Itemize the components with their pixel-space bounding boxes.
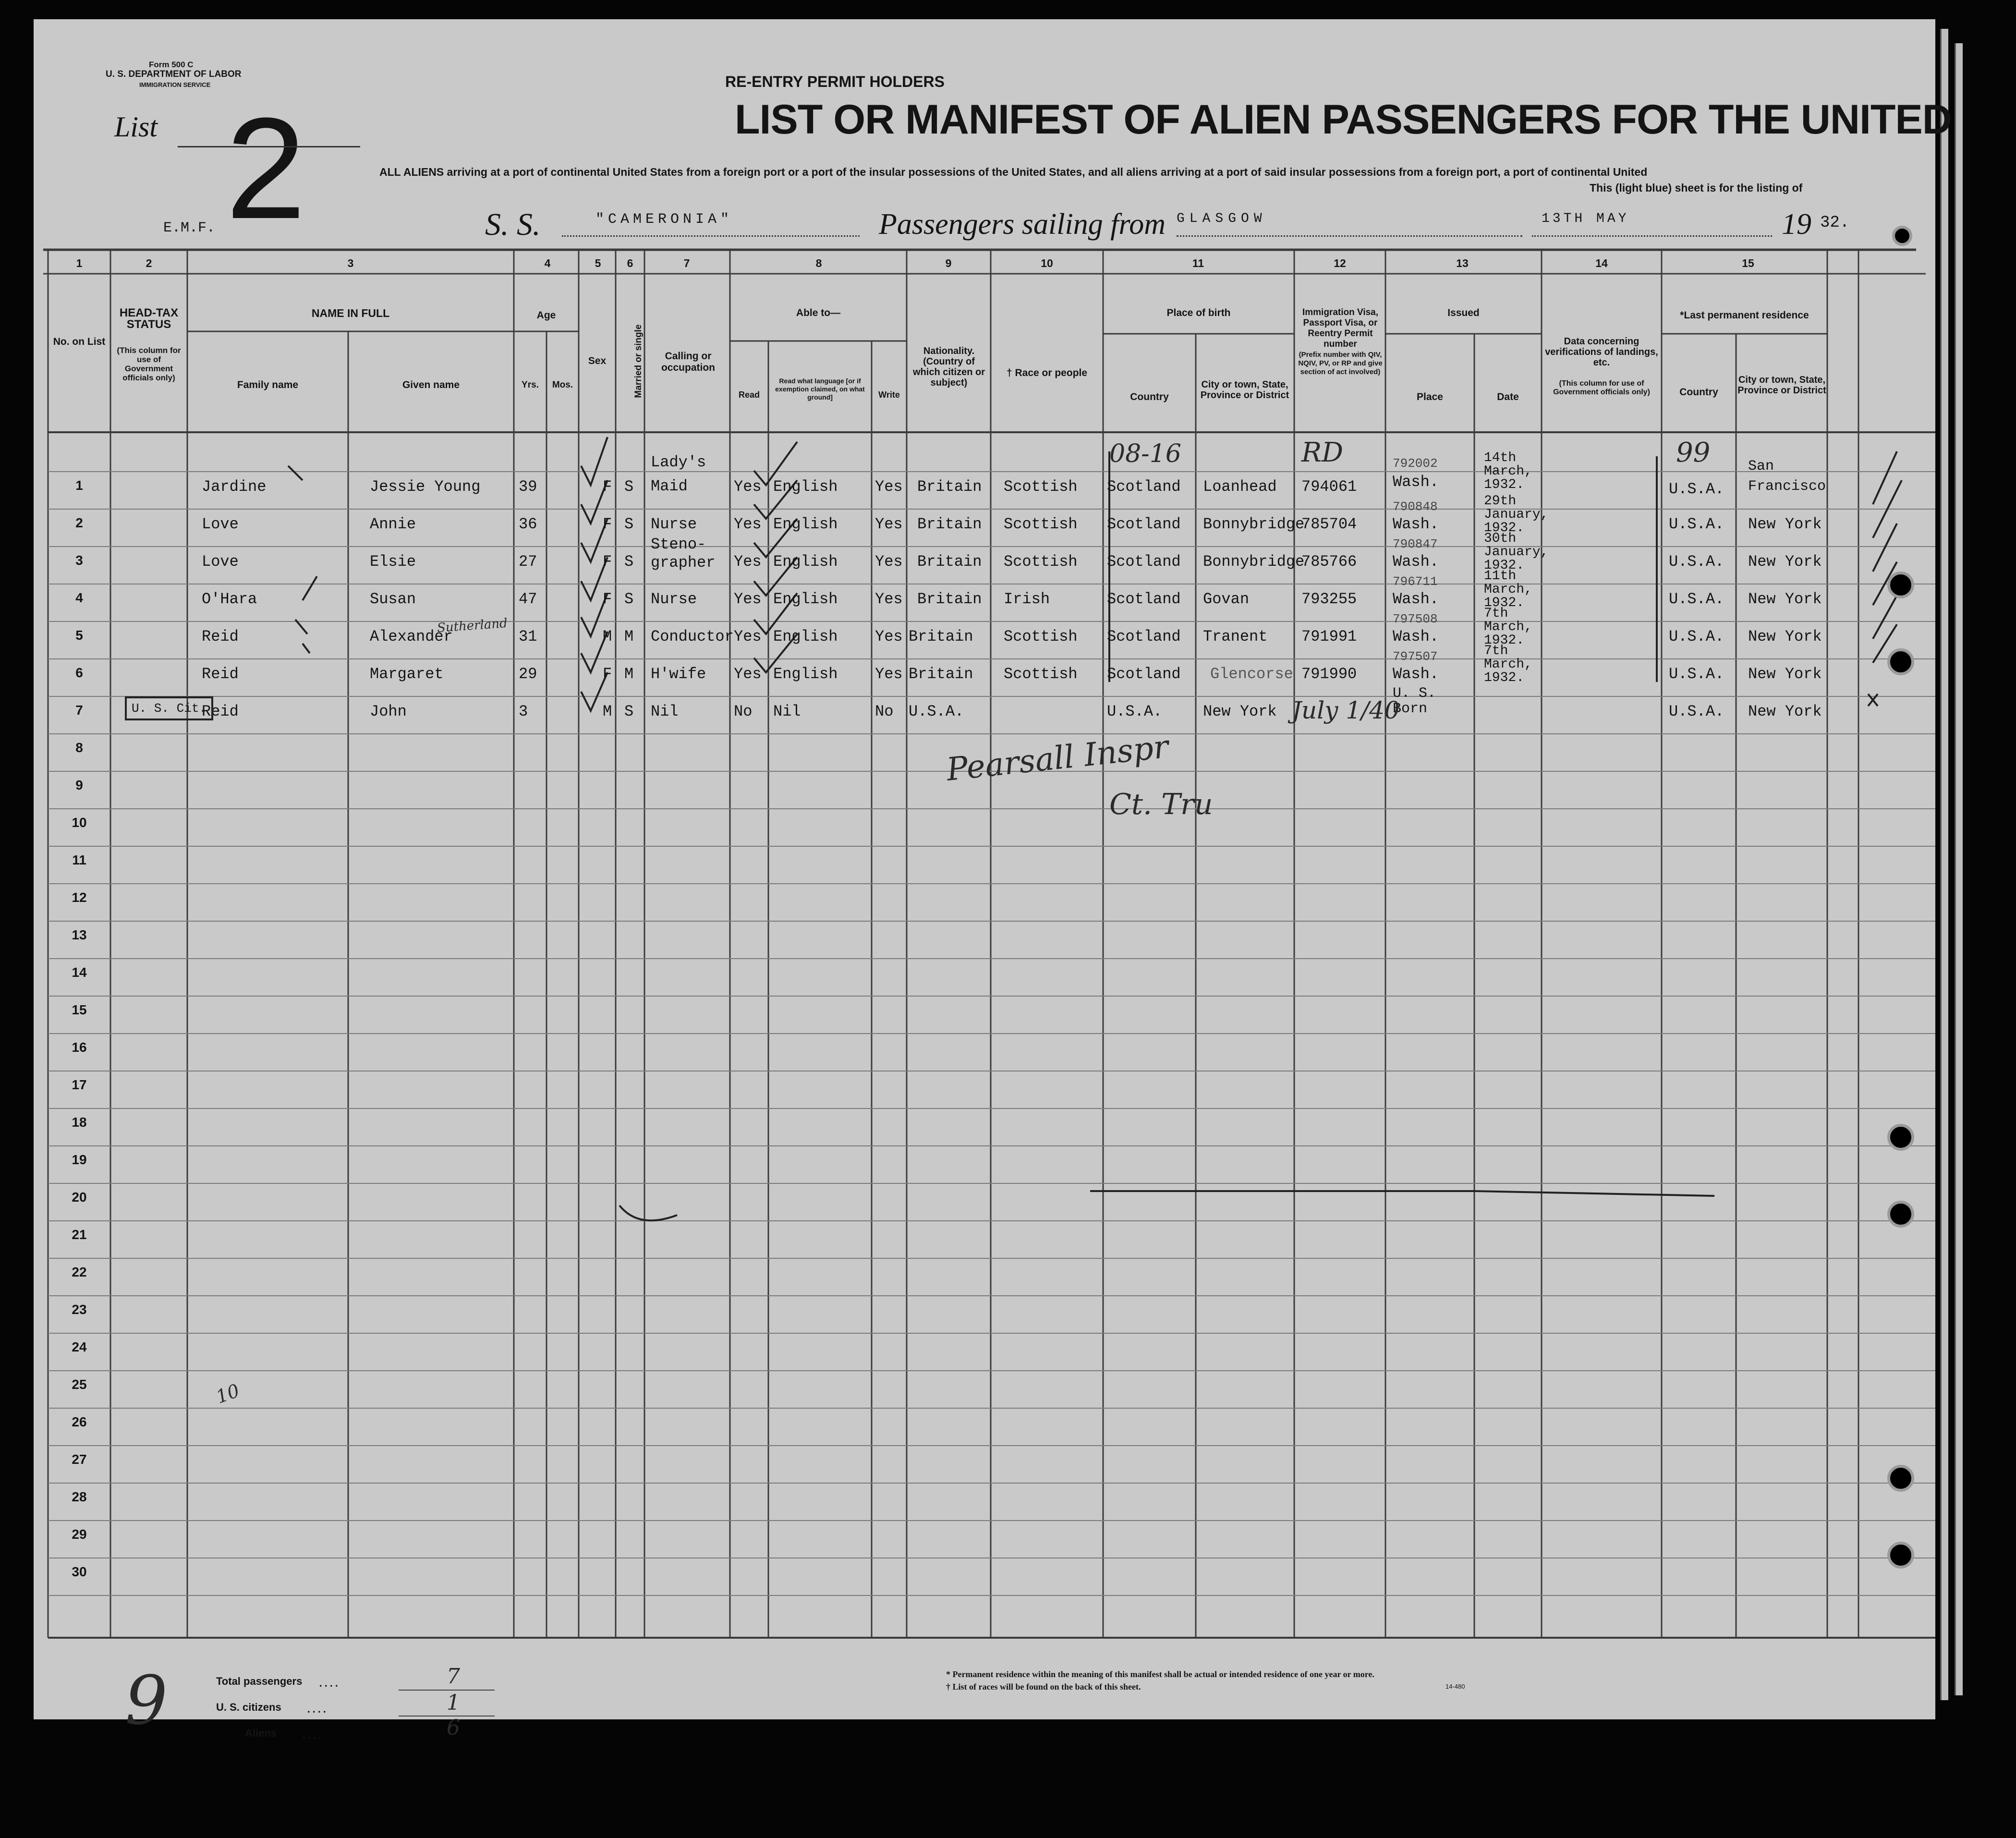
header-head-tax: HEAD-TAX STATUS: [119, 306, 179, 331]
residence-country: U.S.A.: [1669, 590, 1725, 608]
form-id: Form 500 C: [149, 60, 194, 69]
read-language: English: [773, 590, 838, 608]
residence-city: New York: [1748, 553, 1822, 571]
residence-country: U.S.A.: [1669, 480, 1725, 498]
visa-ref: 790848: [1393, 499, 1438, 514]
header-married: Married or single: [633, 324, 644, 398]
age-years: 27: [519, 553, 537, 571]
row-number: 16: [72, 1040, 87, 1055]
manifest-grid: [34, 19, 1935, 1719]
col-number: 14: [1595, 257, 1608, 269]
visa-number: 794061: [1301, 478, 1357, 496]
can-write: Yes: [875, 515, 903, 533]
birth-city: Tranent: [1203, 628, 1268, 645]
binder-hole: [1887, 1201, 1914, 1228]
marital-status: S: [624, 478, 634, 496]
age-years: 3: [519, 703, 528, 720]
birth-city: Loanhead: [1203, 478, 1277, 496]
residence-country: U.S.A.: [1669, 553, 1725, 571]
marital-status: S: [624, 703, 634, 720]
family-name: Reid: [202, 665, 239, 683]
us-citizens-leader: . . . .: [307, 1703, 326, 1715]
nationality: Britain: [917, 515, 982, 533]
family-name: Reid: [202, 703, 239, 720]
read-language: English: [773, 515, 838, 533]
row-number: 23: [72, 1302, 87, 1317]
row-number: 4: [75, 590, 83, 605]
binder-hole: [1887, 648, 1914, 675]
issued-date: 7th March, 1932.: [1484, 606, 1532, 648]
marital-status: M: [624, 665, 634, 683]
header-family-name: Family name: [237, 379, 299, 390]
can-write: Yes: [875, 665, 903, 683]
sailing-label: Passengers sailing from: [879, 208, 1166, 241]
age-years: 31: [519, 628, 537, 645]
header-place-of-birth: Place of birth: [1166, 307, 1231, 318]
issued-date: 30th January, 1932.: [1484, 531, 1549, 573]
sex: F: [603, 665, 612, 683]
total-passengers-label: Total passengers: [216, 1675, 303, 1687]
visa-number: 785704: [1301, 515, 1357, 533]
reentry-stamp: RE-ENTRY PERMIT HOLDERS: [725, 73, 945, 90]
issued-place: Wash.: [1393, 628, 1439, 645]
birth-city: Bonnybridge: [1203, 553, 1305, 571]
list-label: List: [114, 111, 158, 143]
race: Scottish: [1004, 628, 1078, 645]
visa-ref: 796711: [1393, 574, 1438, 589]
issued-place: Wash.: [1393, 473, 1439, 491]
issued-date: 11th March, 1932.: [1484, 569, 1532, 610]
race: Scottish: [1004, 478, 1078, 496]
residence-city: San Francisco: [1748, 458, 1826, 495]
header-visa: Immigration Visa, Passport Visa, or Reentry Permit number: [1302, 307, 1379, 349]
residence-country: U.S.A.: [1669, 703, 1725, 720]
birth-city: Bonnybridge: [1203, 515, 1305, 533]
year-prefix: 19: [1782, 208, 1811, 241]
col-number: 2: [146, 257, 152, 269]
row-number: 2: [75, 515, 83, 530]
read-language: English: [773, 478, 838, 496]
given-name: Alexander: [370, 628, 453, 645]
us-citizens-label: U. S. citizens: [216, 1701, 281, 1713]
occupation: Nurse: [651, 590, 697, 608]
ship-name: "CAMERONIA": [595, 211, 733, 228]
can-read: Yes: [734, 553, 762, 571]
age-years: 47: [519, 590, 537, 608]
row-number: 7: [75, 703, 83, 718]
marital-status: M: [624, 628, 634, 645]
row-number: 19: [72, 1152, 87, 1167]
visa-number: 785766: [1301, 553, 1357, 571]
race: Scottish: [1004, 515, 1078, 533]
age-years: 39: [519, 478, 537, 496]
race: Irish: [1004, 590, 1050, 608]
ship-label: S. S.: [485, 207, 541, 242]
inspector-date: July 1/40: [1292, 696, 1400, 724]
given-name: Susan: [370, 590, 416, 608]
issued-date: 14th March, 1932.: [1484, 450, 1532, 492]
birth-country: Scotland: [1107, 665, 1181, 683]
col-number: 9: [945, 257, 952, 269]
binder-hole: [1887, 1465, 1914, 1492]
col-number: 10: [1041, 257, 1053, 269]
sailing-date: 13TH MAY: [1542, 211, 1629, 226]
visa-number: 793255: [1301, 590, 1357, 608]
row-number: 22: [72, 1265, 87, 1279]
row-number: 30: [72, 1564, 87, 1579]
occupation: Steno- grapher: [651, 536, 716, 572]
issued-place: U. S. Born: [1393, 685, 1436, 717]
row-number: 11: [72, 852, 86, 867]
binder-hole: [1892, 226, 1912, 246]
occupation: Lady's Maid: [651, 453, 706, 495]
can-write: Yes: [875, 590, 903, 608]
port-name: GLASGOW: [1177, 211, 1267, 226]
list-number: 2: [226, 87, 306, 249]
can-write: Yes: [875, 628, 903, 645]
issued-place: Wash.: [1393, 665, 1439, 683]
nationality: U.S.A.: [909, 703, 964, 720]
header-sex: Sex: [588, 355, 607, 366]
col-number: 13: [1456, 257, 1469, 269]
row-number: 25: [72, 1377, 87, 1392]
col-number: 1: [76, 257, 83, 269]
row-number: 24: [72, 1339, 87, 1354]
row-number: 28: [72, 1489, 87, 1504]
row-number: 10: [72, 815, 87, 830]
issued-date: 29th January, 1932.: [1484, 494, 1549, 536]
department-label: U. S. DEPARTMENT OF LABOR: [106, 69, 242, 79]
birth-city: Glencorse: [1210, 665, 1293, 683]
given-name: Margaret: [370, 665, 444, 683]
header-issued-date: Date: [1497, 391, 1519, 402]
visa-ref: 792002: [1393, 456, 1438, 471]
handwritten-visa-note: RD: [1301, 437, 1344, 468]
read-language: Nil: [773, 703, 801, 720]
issued-place: Wash.: [1393, 515, 1439, 533]
header-res-city: City or town, State, Province or District: [1737, 375, 1826, 396]
marital-status: S: [624, 515, 634, 533]
footnote-races: † List of races will be found on the back of this sheet.: [946, 1682, 1141, 1692]
binder-hole: [1887, 572, 1914, 598]
can-write: Yes: [875, 478, 903, 496]
nationality: Britain: [917, 553, 982, 571]
row-number: 26: [72, 1414, 87, 1429]
nationality: Britain: [909, 665, 973, 683]
col-number: 7: [683, 257, 690, 269]
row-number: 17: [72, 1077, 87, 1092]
col-number: 11: [1192, 257, 1204, 269]
age-years: 29: [519, 665, 537, 683]
row-number: 21: [72, 1227, 87, 1242]
binder-hole: [1887, 1124, 1914, 1151]
header-no-on-list: No. on List: [53, 336, 106, 347]
binder-hole: [1887, 1542, 1914, 1569]
issued-place: Wash.: [1393, 590, 1439, 608]
row-number: 20: [72, 1190, 87, 1205]
manifest-subtitle-2: This (light blue) sheet is for the listing of: [1590, 182, 1803, 194]
row-number: 9: [75, 778, 83, 792]
aliens-value: 6: [447, 1716, 460, 1740]
row-number: 15: [72, 1002, 87, 1017]
col-number: 8: [815, 257, 822, 269]
handwritten-residence-note: 99: [1676, 437, 1711, 468]
header-calling: Calling or occupation: [661, 351, 715, 373]
col-number: 15: [1742, 257, 1754, 269]
birth-city: New York: [1203, 703, 1277, 720]
can-write: Yes: [875, 553, 903, 571]
manifest-sheet: [34, 19, 1952, 1741]
handwritten-birth-note: 08-16: [1109, 439, 1181, 468]
manifest-title: LIST OR MANIFEST OF ALIEN PASSENGERS FOR THE UNITED: [735, 97, 1952, 143]
family-name: Love: [202, 515, 239, 533]
can-read: Yes: [734, 478, 762, 496]
can-read: Yes: [734, 665, 762, 683]
col-number: 4: [544, 257, 551, 269]
family-name: Love: [202, 553, 239, 571]
header-given-name: Given name: [402, 379, 460, 390]
issued-date: 7th March, 1932.: [1484, 644, 1532, 685]
us-citizen-stamp: U. S. Cit.: [125, 696, 213, 720]
row-number: 29: [72, 1527, 87, 1542]
header-issued: Issued: [1447, 307, 1480, 318]
birth-country: Scotland: [1107, 515, 1181, 533]
can-read: No: [734, 703, 753, 720]
birth-country: Scotland: [1107, 553, 1181, 571]
given-name: Elsie: [370, 553, 416, 571]
header-nationality: Nationality. (Country of which citizen or subject): [912, 346, 985, 388]
given-name: John: [370, 703, 407, 720]
footnote-code: 14-480: [1445, 1683, 1465, 1690]
birth-country: U.S.A.: [1107, 703, 1163, 720]
occupation: H'wife: [651, 665, 706, 683]
sex: M: [603, 703, 612, 720]
aliens-leader: . . . .: [303, 1729, 321, 1741]
header-head-tax-note: (This column for use of Government officials only): [117, 346, 181, 382]
marital-status: S: [624, 590, 634, 608]
nationality: Britain: [917, 478, 982, 496]
residence-city: New York: [1748, 590, 1822, 608]
row-number: 13: [72, 927, 87, 942]
manifest-subtitle: ALL ALIENS arriving at a port of continental United States from a foreign port or a port of the insular possessions of the United States, and all aliens arriving at a port of said insular possessions from a foreign port, a port of continental United: [379, 166, 1648, 178]
us-citizens-value: 1: [447, 1691, 460, 1715]
initials: E.M.F.: [163, 220, 216, 236]
nationality: Britain: [917, 590, 982, 608]
header-last-residence: *Last permanent residence: [1680, 310, 1809, 321]
age-years: 36: [519, 515, 537, 533]
footnote-residence: * Permanent residence within the meaning of this manifest shall be actual or intended residence of one year or more.: [946, 1669, 1374, 1679]
occupation: Nil: [651, 703, 679, 720]
header-yrs: Yrs.: [522, 380, 539, 390]
residence-country: U.S.A.: [1669, 665, 1725, 683]
residence-city: New York: [1748, 515, 1822, 533]
header-write: Write: [878, 390, 900, 400]
can-write: No: [875, 703, 894, 720]
birth-country: Scotland: [1107, 590, 1181, 608]
visa-ref: 797508: [1393, 612, 1438, 626]
page-edge: [1955, 43, 1963, 1695]
totals-rule: [399, 1690, 495, 1691]
read-language: English: [773, 553, 838, 571]
visa-number: 791990: [1301, 665, 1357, 683]
visa-number: 791991: [1301, 628, 1357, 645]
aliens-label: Aliens: [245, 1727, 277, 1739]
col-number: 3: [347, 257, 354, 269]
header-birth-city: City or town, State, Province or District: [1200, 379, 1289, 401]
year-suffix: 32.: [1820, 214, 1850, 232]
sex: F: [603, 590, 612, 608]
header-name-in-full: NAME IN FULL: [311, 307, 390, 319]
header-res-country: Country: [1679, 387, 1718, 398]
inspector-initials: Ct. Tru: [1109, 788, 1213, 821]
total-passengers-leader: . . . .: [319, 1677, 338, 1689]
header-mos: Mos.: [552, 380, 573, 390]
margin-mark-left: 9: [125, 1662, 168, 1740]
residence-country: U.S.A.: [1669, 628, 1725, 645]
race: Scottish: [1004, 553, 1078, 571]
handwritten-middle-name: Sutherland: [437, 616, 508, 636]
header-read: Read: [738, 390, 760, 400]
sex: F: [603, 478, 612, 496]
col-number: 6: [627, 257, 633, 269]
issued-place: Wash.: [1393, 553, 1439, 571]
row-number: 8: [75, 740, 83, 755]
visa-ref: 797507: [1393, 649, 1438, 664]
can-read: Yes: [734, 590, 762, 608]
sex: F: [603, 553, 612, 571]
row-number: 1: [75, 478, 83, 493]
header-visa-note: (Prefix number with QIV, NQIV, PV, or RP and give section of act involved): [1298, 351, 1383, 376]
service-label: IMMIGRATION SERVICE: [139, 81, 211, 88]
row-number: 18: [72, 1115, 87, 1130]
birth-country: Scotland: [1107, 478, 1181, 496]
sex: F: [603, 515, 612, 533]
header-data-concerning: Data concerning verifications of landings, etc.: [1545, 336, 1658, 368]
inspector-signature: Pearsall Inspr: [945, 728, 1170, 789]
residence-country: U.S.A.: [1669, 515, 1725, 533]
page-edge: [1940, 29, 1948, 1700]
residence-city: New York: [1748, 665, 1822, 683]
header-age: Age: [536, 310, 556, 321]
row-number: 5: [75, 628, 83, 643]
total-passengers-value: 7: [447, 1664, 460, 1689]
col-number: 12: [1334, 257, 1346, 269]
col-number: 5: [595, 257, 601, 269]
read-language: English: [773, 665, 838, 683]
header-birth-country: Country: [1130, 391, 1169, 402]
header-issued-place: Place: [1417, 391, 1443, 402]
race: Scottish: [1004, 665, 1078, 683]
row-number: 3: [75, 553, 83, 568]
header-read-language: Read what language [or if exemption claimed, on what ground]: [775, 377, 865, 401]
family-name: Reid: [202, 628, 239, 645]
family-name: Jardine: [202, 478, 267, 496]
header-able-to: Able to—: [796, 307, 841, 318]
row-number: 14: [72, 965, 87, 980]
can-read: Yes: [734, 628, 762, 645]
occupation: Conductor: [651, 628, 734, 645]
birth-country: Scotland: [1107, 628, 1181, 645]
residence-city: New York: [1748, 703, 1822, 720]
marital-status: S: [624, 553, 634, 571]
family-name: O'Hara: [202, 590, 257, 608]
row-number: 27: [72, 1452, 87, 1467]
given-name: Jessie Young: [370, 478, 481, 496]
visa-ref: 790847: [1393, 537, 1438, 551]
can-read: Yes: [734, 515, 762, 533]
read-language: English: [773, 628, 838, 645]
birth-city: Govan: [1203, 590, 1250, 608]
sex: M: [603, 628, 612, 645]
margin-mark-row25: 10: [213, 1380, 243, 1408]
header-data-note: (This column for use of Government officials only): [1553, 379, 1650, 396]
occupation: Nurse: [651, 515, 697, 533]
given-name: Annie: [370, 515, 416, 533]
residence-city: New York: [1748, 628, 1822, 645]
header-race: † Race or people: [1006, 367, 1088, 378]
nationality: Britain: [909, 628, 973, 645]
row-number: 6: [75, 665, 83, 680]
row-number: 12: [72, 890, 87, 905]
